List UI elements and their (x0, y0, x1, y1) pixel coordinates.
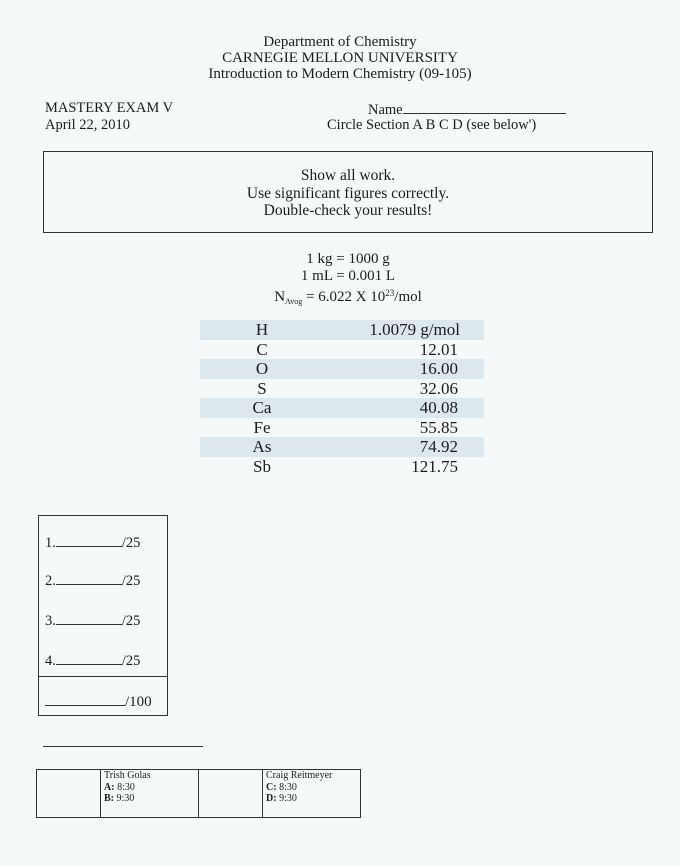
instruction-line: Double-check your results! (263, 202, 433, 219)
table-row (200, 437, 484, 457)
department-name: Department of Chemistry (263, 34, 417, 50)
molar-mass: 55.85 (419, 417, 458, 437)
element-symbol: Ca (252, 398, 272, 417)
instructions-box (43, 151, 653, 233)
table-row (200, 457, 484, 477)
avogadro-constant: $N_{Avog} = 6.022$ X $10^{23}$/mol (274, 288, 422, 306)
score-row[interactable]: 4. /25 (45, 653, 141, 669)
score-blank[interactable] (56, 652, 122, 665)
total-score-row[interactable]: /100 (45, 691, 152, 711)
element-symbol: Fe (253, 417, 271, 437)
table-row (200, 379, 484, 399)
name-blank[interactable] (403, 100, 566, 114)
molar-mass: 40.08 (419, 398, 458, 417)
score-row[interactable]: 3. /25 (45, 613, 141, 629)
score-blank[interactable] (56, 534, 122, 547)
section-cell (199, 770, 263, 817)
score-blank[interactable] (56, 572, 122, 585)
table-row (200, 418, 484, 438)
section-info-reitmeyer: Craig Reitmeyer C: 8:30 D: 9:30 (266, 770, 333, 804)
section-table (36, 769, 361, 818)
table-row (200, 320, 484, 340)
score-box (38, 515, 168, 716)
molar-mass-table (200, 320, 484, 476)
element-symbol: H (255, 320, 269, 339)
molar-mass: 74.92 (419, 437, 458, 456)
molar-mass: 121.75 (411, 456, 458, 476)
element-symbol: Sb (253, 456, 271, 476)
total-score-blank[interactable] (45, 691, 125, 706)
score-divider (39, 676, 167, 677)
instruction-line: Show all work. (300, 167, 396, 184)
table-row (200, 398, 484, 418)
section-instruction: Circle Section A B C D (see below') (327, 117, 537, 133)
element-symbol: C (256, 339, 268, 359)
conversion-ml: 1 mL = 0.001 L (300, 268, 396, 284)
section-cell (263, 770, 360, 817)
exam-title: MASTERY EXAM V (45, 100, 174, 116)
course-title: Introduction to Modern Chemistry (09-105) (208, 66, 472, 82)
name-label: Name (368, 102, 403, 118)
signature-line[interactable] (43, 746, 203, 747)
score-blank[interactable] (56, 612, 122, 625)
molar-mass: 12.01 (419, 339, 458, 359)
score-row[interactable]: 1. /25 (45, 535, 141, 551)
university-name: CARNEGIE MELLON UNIVERSITY (222, 50, 458, 66)
section-cell (37, 770, 101, 817)
molar-mass: 32.06 (419, 378, 458, 398)
score-row[interactable]: 2. /25 (45, 573, 141, 589)
exam-date: April 22, 2010 (45, 117, 130, 133)
table-row (200, 359, 484, 379)
section-cell (101, 770, 199, 817)
table-row (200, 340, 484, 360)
conversion-kg: 1 kg = 1000 g (306, 251, 390, 267)
element-symbol: As (252, 437, 272, 456)
section-info-golas: Trish Golas A: 8:30 B: 9:30 (104, 770, 151, 804)
molar-mass: 16.00 (419, 359, 458, 378)
molar-mass: 1.0079 g/mol (369, 320, 460, 339)
instruction-line: Use significant figures correctly. (246, 184, 450, 202)
name-field[interactable] (368, 100, 566, 118)
element-symbol: S (257, 378, 267, 398)
element-symbol: O (255, 359, 269, 378)
